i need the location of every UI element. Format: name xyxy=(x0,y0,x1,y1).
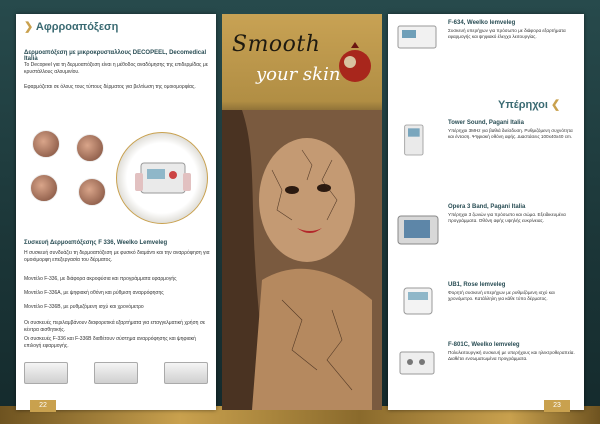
left-subtitle: Δερμοαπόξεση με μικροκρυσταλλους DECOPEEL, Decomedical Italia xyxy=(24,50,207,62)
page-number-left: 22 xyxy=(30,400,56,412)
chevron-right-icon: ❯ xyxy=(24,21,34,33)
product-text-3: Οι συσκευές F-336 και F-336B διαθέτουν σύστημα αναρρόφησης και ψηφιακή επιλογή εφαρμογής. xyxy=(24,336,196,349)
device-f634-image xyxy=(394,18,442,58)
center-feature-photo xyxy=(222,14,382,410)
product-text-2: Οι συσκευές περιλαμβάνουν διαφορετικά εξαρτήματα για επαγγελματική χρήση σε κέντρα αισθητικής. xyxy=(24,320,206,333)
bullet-1: Μοντέλο F-336, με διάφορα ακροφύσια και προγράμματα εφαρμογής xyxy=(24,276,177,282)
item-title-ub1: UB1, Rose lemveleg xyxy=(448,282,506,288)
device-image xyxy=(94,362,138,384)
device-image xyxy=(164,362,208,384)
item-title-f801c: F-801C, Weelko lemveleg xyxy=(448,342,520,348)
treatment-photo xyxy=(30,174,58,202)
left-page xyxy=(16,14,216,410)
cracked-skin-face-image xyxy=(222,110,382,410)
treatment-photo-cluster xyxy=(26,130,110,222)
bullet-3: Μοντέλο F-336B, με ρυθμιζόμενη ισχύ και χρονόμετρο xyxy=(24,304,144,310)
device-ub1-image xyxy=(394,280,442,320)
item-text-opera: Υπέρηχοι 3 ζωνών για πρόσωπο και σώμα. Εξειδικευμένα προγράμματα. Οθόνη αφής υψηλής ευκρίνειας. xyxy=(448,212,566,224)
left-section-header xyxy=(24,20,118,33)
item-title-f634: F-634, Weelko lemveleg xyxy=(448,20,516,26)
title-your-skin: your skin xyxy=(256,64,341,85)
treatment-photo xyxy=(78,178,106,206)
dermabrasion-device-image xyxy=(116,132,208,224)
right-section-header xyxy=(498,98,560,111)
item-text-f634: Συσκευή υπερήχων για πρόσωπο με διάφορα εξαρτήματα εφαρμογής και ψηφιακό έλεγχο λειτουργίας. xyxy=(448,28,566,40)
left-intro-2: Εφαρμόζεται σε όλους τους τύπους δέρματος για βελτίωση της ομοιομορφίας. xyxy=(24,84,196,90)
right-page xyxy=(388,14,584,410)
left-header-text: Αφρροαπόξεση xyxy=(35,21,119,33)
chevron-left-icon: ❮ xyxy=(551,99,561,111)
page-number-right: 23 xyxy=(544,400,570,412)
device-opera-image xyxy=(394,210,442,250)
device-tower-sound-image xyxy=(394,120,442,160)
item-title-tower-sound: Tower Sound, Pagani Italia xyxy=(448,120,524,126)
right-header-text: Υπέρηχοι xyxy=(498,99,548,111)
pomegranate-icon xyxy=(336,40,374,84)
product-title: Συσκευή Δερμοαπόξεσης F 336, Weelko Lemveleg xyxy=(24,240,168,246)
treatment-photo xyxy=(76,134,104,162)
title-smooth: Smooth xyxy=(232,32,321,57)
item-title-opera: Opera 3 Band, Pagani Italia xyxy=(448,204,526,210)
treatment-photo xyxy=(32,130,60,158)
item-text-f801c: Πολυλειτουργική συσκευή με υπερήχους και ηλεκτροθεραπεία. Διαθέτει ενσωματωμένα προγράμματα. xyxy=(448,350,575,362)
left-intro-1: Το Decopeel για τη δερμοαπόξεση είναι η μέθοδος αναδόμησης της επιδερμίδας με κρυστάλλους αλουμινίου. xyxy=(24,62,208,75)
item-text-tower-sound: Υπέρηχοι 3MHz για βαθιά διείσδυση. Ρυθμιζόμενη συχνότητα και ένταση. Ψηφιακή οθόνη αφής. Διαστάσεις 100x40x40 cm. xyxy=(448,128,573,140)
item-text-ub1: Φορητή συσκευή υπερήχων με ρυθμιζόμενη ισχύ και χρονόμετρο. Κατάλληλη για κάθε τύπο δέρματος. xyxy=(448,290,555,302)
product-text-1: Η συσκευή συνδυάζει τη δερμοαπόξεση με φυσικό διαμάντι και την αναρρόφηση για ομοιόμορφη επεξεργασία του δέρματος. xyxy=(24,250,210,263)
device-image xyxy=(24,362,68,384)
bullet-2: Μοντέλο F-336A, με ψηφιακή οθόνη και ρύθμιση αναρρόφησης xyxy=(24,290,164,296)
device-f801c-image xyxy=(394,342,442,382)
product-device-row xyxy=(24,354,210,388)
